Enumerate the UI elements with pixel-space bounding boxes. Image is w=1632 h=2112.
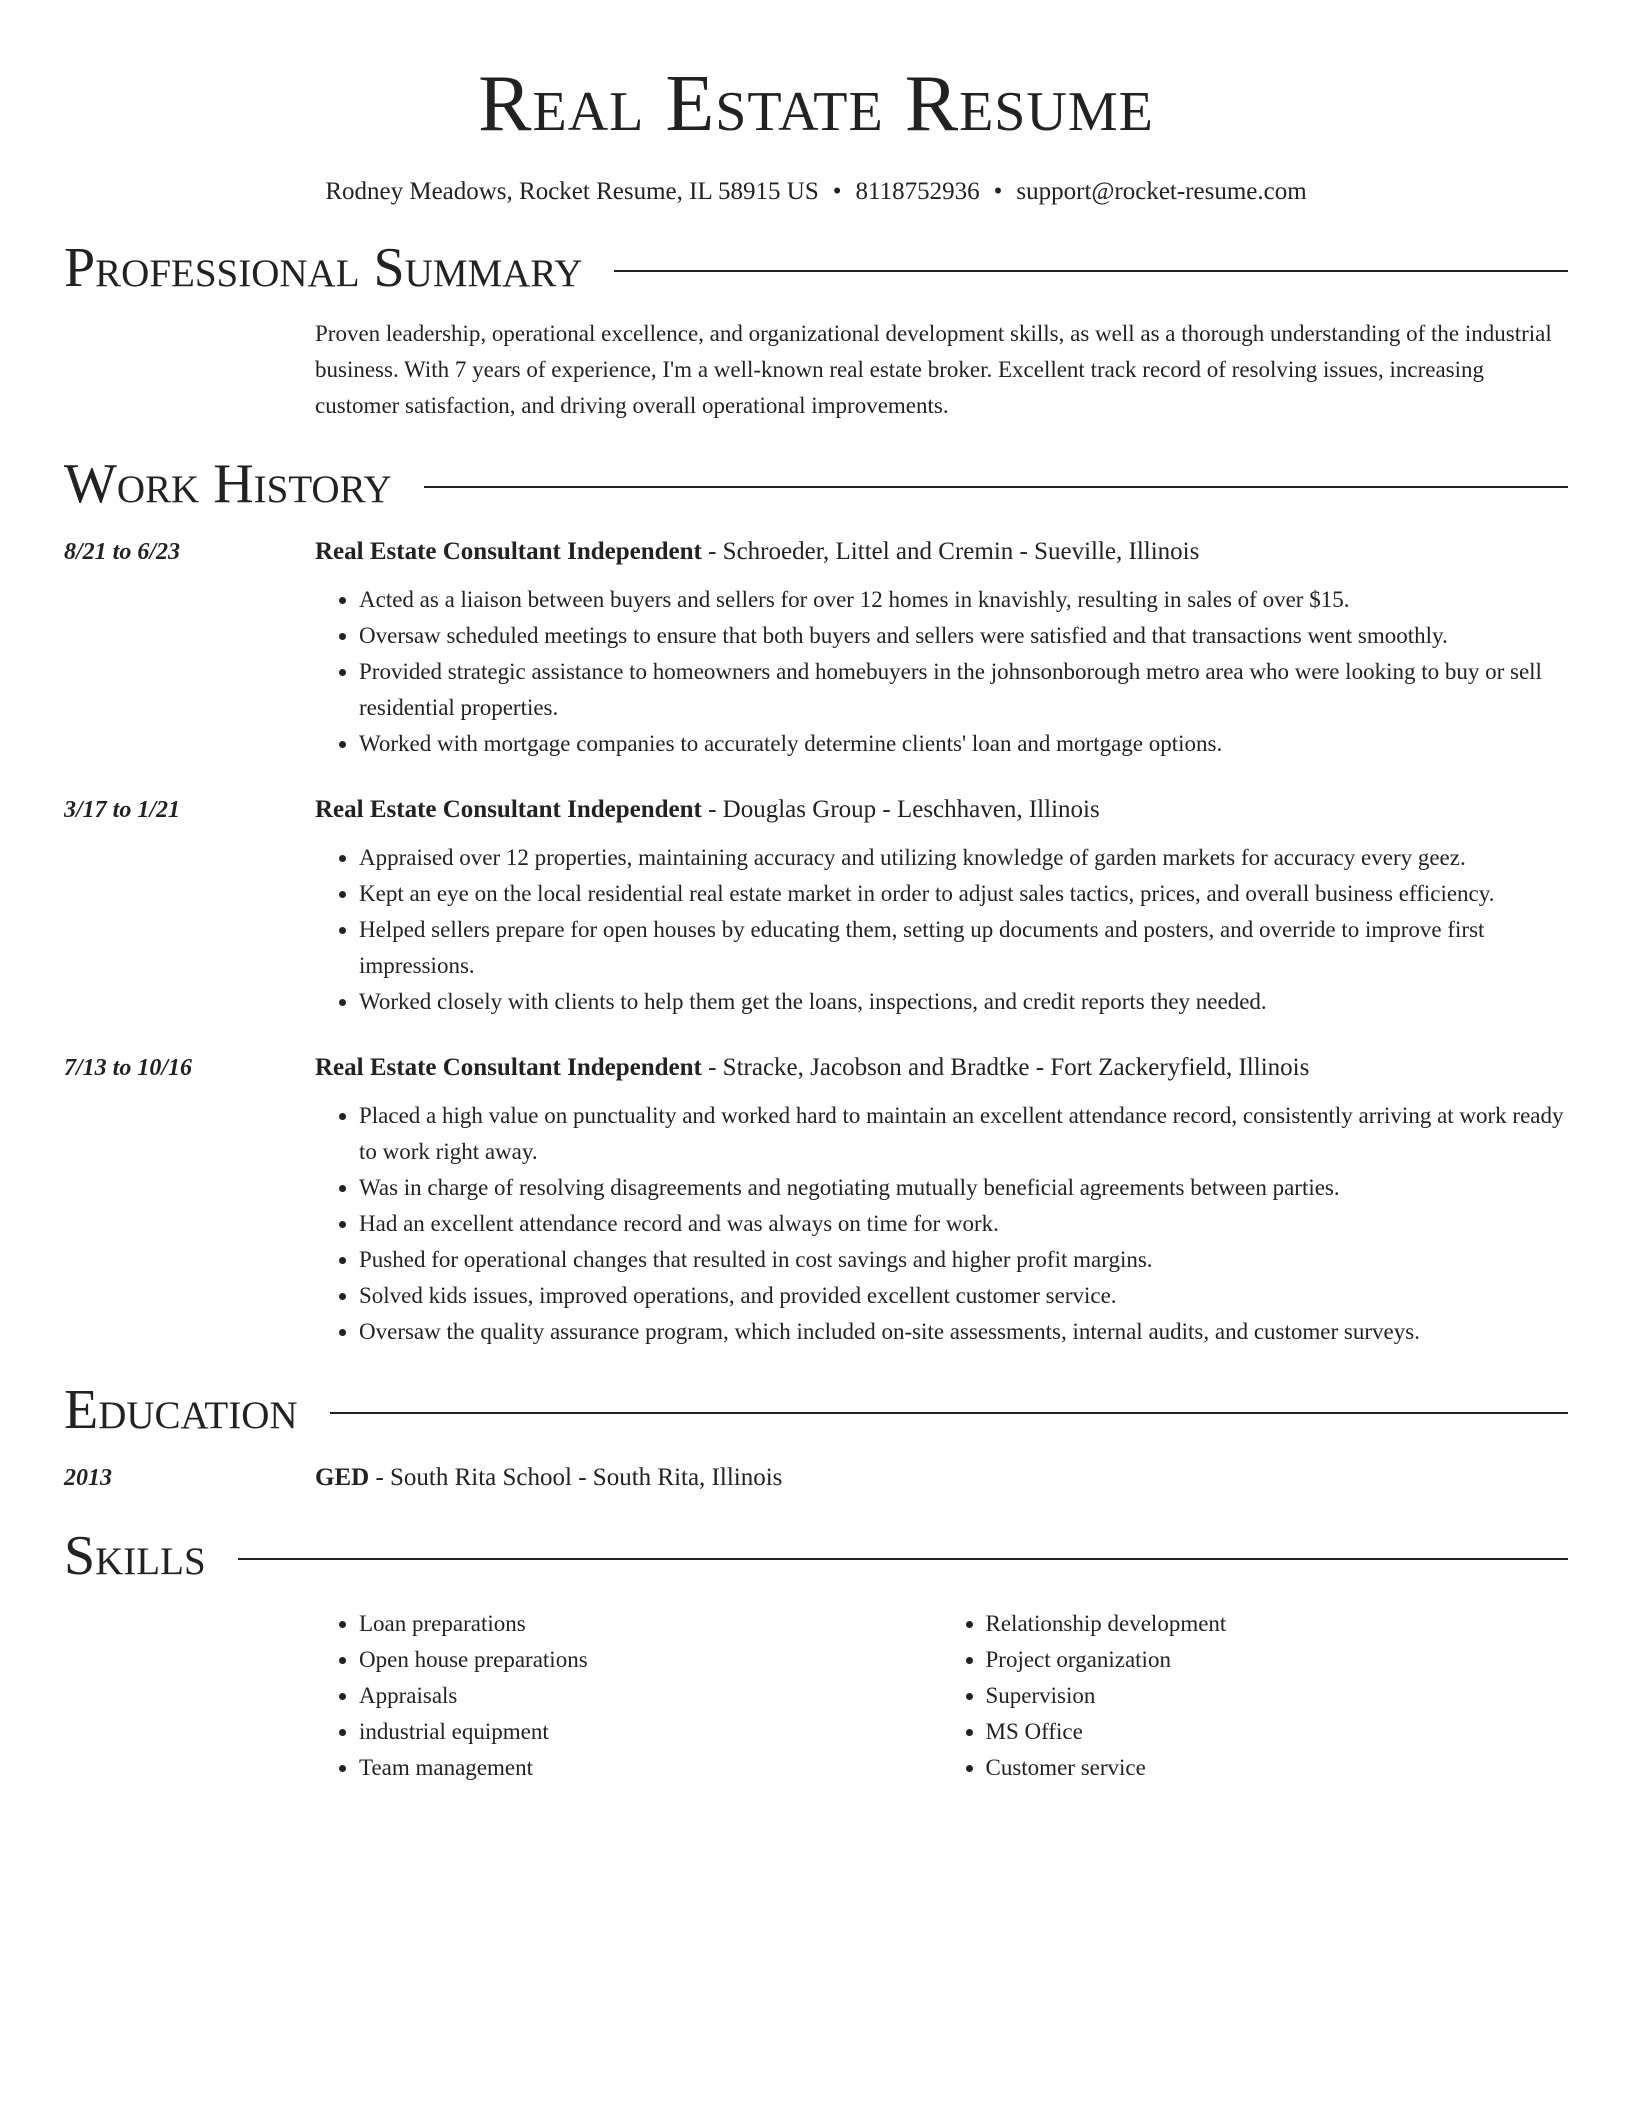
job-title: Real Estate Consultant Independent: [315, 1054, 702, 1081]
summary-heading: Professional Summary: [64, 237, 583, 299]
job-title: Real Estate Consultant Independent: [315, 538, 702, 565]
summary-text: Proven leadership, operational excellence, and organizational development skills, as well as a thorough understanding of the industrial business. With 7 years of experience, I'm a well-known real estate broker. Excellent track record of resolving issues, increasing customer satisfaction, and driving overall operational improvements.: [315, 321, 1552, 418]
contact-line: [64, 176, 1568, 208]
list-item: • Supervision: [986, 1678, 1569, 1714]
summary-section-header: [64, 238, 1568, 298]
skills-column-right: [942, 1606, 1569, 1786]
list-item: • Open house preparations: [359, 1642, 942, 1678]
contact-separator: •: [832, 178, 842, 205]
skills-column-left: [315, 1606, 942, 1786]
list-item: • Worked with mortgage companies to accurately determine clients' loan and mortgage options.: [359, 726, 1568, 762]
job-details: - Stracke, Jacobson and Bradtke - Fort Zackeryfield, Illinois: [701, 1054, 1310, 1081]
work-heading: Work History: [64, 453, 392, 515]
section-divider: [330, 1412, 1568, 1414]
job-bullets: [315, 1098, 1568, 1350]
list-item: • Kept an eye on the local residential real estate market in order to adjust sales tactics, prices, and overall business efficiency.: [359, 876, 1568, 912]
education-entry: [64, 1460, 1568, 1496]
list-item: • Solved kids issues, improved operations, and provided excellent customer service.: [359, 1278, 1568, 1314]
contact-separator: •: [993, 178, 1003, 205]
list-item: • Loan preparations: [359, 1606, 942, 1642]
education-heading: Education: [64, 1379, 298, 1441]
education-details: - South Rita School - South Rita, Illinois: [369, 1464, 783, 1491]
list-item: • Customer service: [986, 1750, 1569, 1786]
job-entry: [64, 534, 1568, 762]
section-divider: [614, 270, 1568, 272]
list-item: • Project organization: [986, 1642, 1569, 1678]
list-item: • Provided strategic assistance to homeowners and homebuyers in the johnsonborough metro area who were looking to buy or sell residential properties.: [359, 654, 1568, 726]
job-dates: 3/17 to 1/21: [64, 797, 181, 823]
list-item: • Helped sellers prepare for open houses by educating them, setting up documents and posters, and override to improve first impressions.: [359, 912, 1568, 984]
list-item: • Acted as a liaison between buyers and sellers for over 12 homes in knavishly, resulting in sales of over $15.: [359, 582, 1568, 618]
job-bullets: [315, 582, 1568, 762]
list-item: • Team management: [359, 1750, 942, 1786]
list-item: • Appraised over 12 properties, maintaining accuracy and utilizing knowledge of garden markets for accuracy every geez.: [359, 840, 1568, 876]
job-entry: [64, 792, 1568, 1020]
section-divider: [424, 486, 1568, 488]
list-item: • Oversaw scheduled meetings to ensure that both buyers and sellers were satisfied and that transactions went smoothly.: [359, 618, 1568, 654]
work-section-header: [64, 454, 1568, 514]
job-heading: [315, 534, 1568, 570]
list-item: • industrial equipment: [359, 1714, 942, 1750]
job-dates: 8/21 to 6/23: [64, 539, 181, 565]
section-divider: [238, 1558, 1568, 1560]
contact-email: support@rocket-resume.com: [1016, 178, 1307, 205]
list-item: • Had an excellent attendance record and was always on time for work.: [359, 1206, 1568, 1242]
list-item: • Worked closely with clients to help them get the loans, inspections, and credit reports they needed.: [359, 984, 1568, 1020]
job-heading: [315, 792, 1568, 828]
education-degree: GED: [315, 1464, 370, 1491]
list-item: • Oversaw the quality assurance program, which included on-site assessments, internal audits, and customer surveys.: [359, 1314, 1568, 1350]
resume-title: Real Estate Resume: [478, 60, 1154, 148]
list-item: • Relationship development: [986, 1606, 1569, 1642]
contact-address: Rodney Meadows, Rocket Resume, IL 58915 US: [325, 178, 819, 205]
job-heading: [315, 1050, 1568, 1086]
job-bullets: [315, 840, 1568, 1020]
list-item: • Was in charge of resolving disagreements and negotiating mutually beneficial agreements between parties.: [359, 1170, 1568, 1206]
job-dates: 7/13 to 10/16: [64, 1055, 193, 1081]
job-details: - Schroeder, Littel and Cremin - Sueville, Illinois: [701, 538, 1200, 565]
list-item: • Appraisals: [359, 1678, 942, 1714]
skills-list: [315, 1606, 1568, 1786]
job-title: Real Estate Consultant Independent: [315, 796, 702, 823]
education-year: 2013: [64, 1465, 112, 1491]
skills-section-header: [64, 1526, 1568, 1586]
job-entry: [64, 1050, 1568, 1350]
list-item: • Pushed for operational changes that resulted in cost savings and higher profit margins.: [359, 1242, 1568, 1278]
education-section-header: [64, 1380, 1568, 1440]
job-details: - Douglas Group - Leschhaven, Illinois: [701, 796, 1100, 823]
skills-heading: Skills: [64, 1525, 206, 1587]
list-item: • Placed a high value on punctuality and worked hard to maintain an excellent attendance record, consistently arriving at work ready to work right away.: [359, 1098, 1568, 1170]
list-item: • MS Office: [986, 1714, 1569, 1750]
contact-phone: 8118752936: [855, 178, 980, 205]
